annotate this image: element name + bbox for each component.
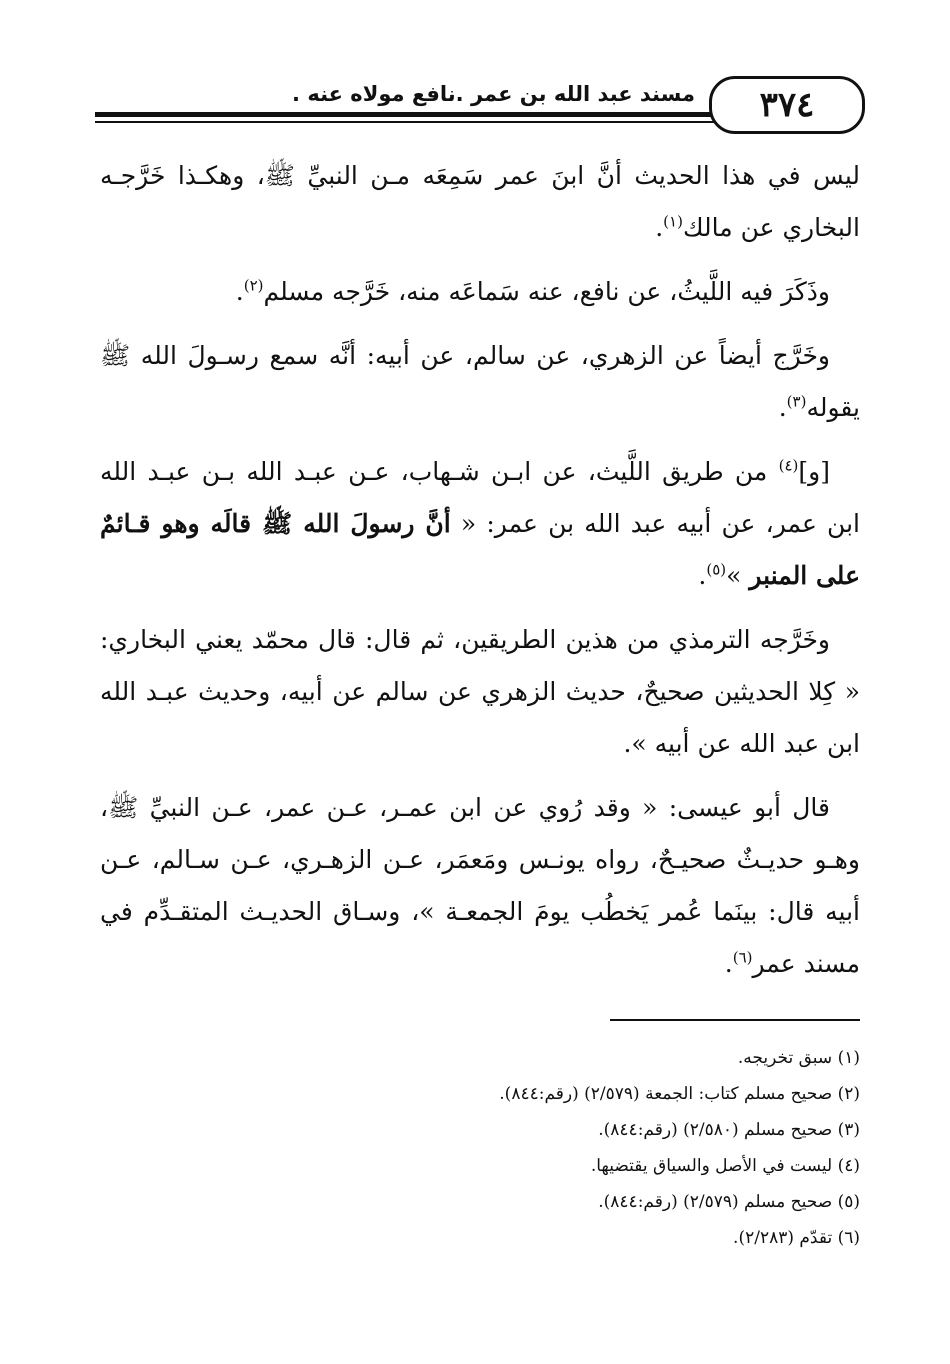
p5-text: وخَرَّجه الترمذي من هذين الطريقين، ثم قال: قال محمّد يعني البخاري: « كِلا الحديثين صحيحٌ، حديث الزهري عن سالم عن أبيه، وحديث عبـد الله ابن عبد الله عن أبيه ».: [100, 625, 860, 758]
footnote-item: (٢) صحيح مسلم كتاب: الجمعة (٢/٥٧٩) (رقم:٨٤٤).: [499, 1084, 860, 1104]
p4-text: من طريق اللَّيث، عن ابـن شـهاب، عـن عبـد الله بـن عبـد الله ابن عمر، عن أبيه عبد الله بن عمر: «: [100, 457, 860, 538]
p2-end: .: [235, 277, 244, 306]
footnote-ref-5[interactable]: (٥): [706, 560, 727, 579]
paragraph-1: [100, 150, 860, 254]
p1-text: ليس في هذا الحديث أنَّ ابنَ عمر سَمِعَه مـن النبيِّ ﷺ، وهكـذا خَرَّجـه البخاري عن مالك: [100, 161, 860, 242]
page-number: ٣٧٤: [759, 85, 815, 125]
running-title: مسند عبد الله بن عمر .نافع مولاه عنه .: [292, 82, 695, 106]
p1-end: .: [655, 213, 664, 242]
footnote-item: (٣) صحيح مسلم (٢/٥٨٠) (رقم:٨٤٤).: [598, 1120, 860, 1140]
p6-end: .: [724, 949, 733, 978]
p4-quote-bold: أنَّ رسولَ الله ﷺ قالَه وهو قـائمٌ على المنبر: [100, 509, 860, 590]
footnote-item: (٦) تقدّم (٢/٢٨٣).: [733, 1228, 860, 1248]
p3-end: .: [778, 393, 787, 422]
paragraph-2: [100, 266, 860, 318]
footnote-ref-4[interactable]: (٤): [778, 456, 799, 475]
main-text: [100, 150, 860, 1002]
paragraph-6: [100, 782, 860, 990]
p2-text: وذَكَرَ فيه اللَّيثُ، عن نافع، عنه سَماعَه منه، خَرَّجه مسلم: [263, 277, 830, 306]
footnote-ref-3[interactable]: (٣): [786, 392, 807, 411]
p4-bracket: [و]: [798, 457, 830, 486]
paragraph-3: [100, 330, 860, 434]
paragraph-5: [100, 614, 860, 770]
page-header: [95, 76, 865, 136]
p3-text: وخَرَّج أيضاً عن الزهري، عن سالم، عن أبيه: أنَّه سمع رسـولَ الله ﷺ يقوله: [100, 341, 860, 422]
p4-quote-close: »: [726, 561, 750, 590]
footnote-separator: [610, 1019, 860, 1021]
footnote-ref-2[interactable]: (٢): [243, 276, 264, 295]
footnote-item: (١) سبق تخريجه.: [737, 1048, 860, 1068]
page-number-frame: [709, 76, 865, 134]
footnote-ref-1[interactable]: (١): [663, 212, 683, 231]
footnote-item: (٤) ليست في الأصل والسياق يقتضيها.: [590, 1156, 860, 1176]
footnote-item: (٥) صحيح مسلم (٢/٥٧٩) (رقم:٨٤٤).: [598, 1192, 860, 1212]
p6-text: قال أبو عيسى: « وقد رُوي عن ابن عمـر، عـن عمر، عـن النبيِّ ﷺ، وهـو حديـثٌ صحيـحٌ، رواه يونـس ومَعمَر، عـن الزهـري، عـن سـالم، عـن أبيه قال: بينَما عُمر يَخطُب يومَ الجمعـة »، وسـاق الحديـث المتقـدِّم في مسند عمر: [100, 793, 860, 978]
paragraph-4: [100, 446, 860, 602]
p4-end: .: [698, 561, 707, 590]
footnotes: [100, 1040, 860, 1256]
footnote-ref-6[interactable]: (٦): [732, 948, 753, 967]
